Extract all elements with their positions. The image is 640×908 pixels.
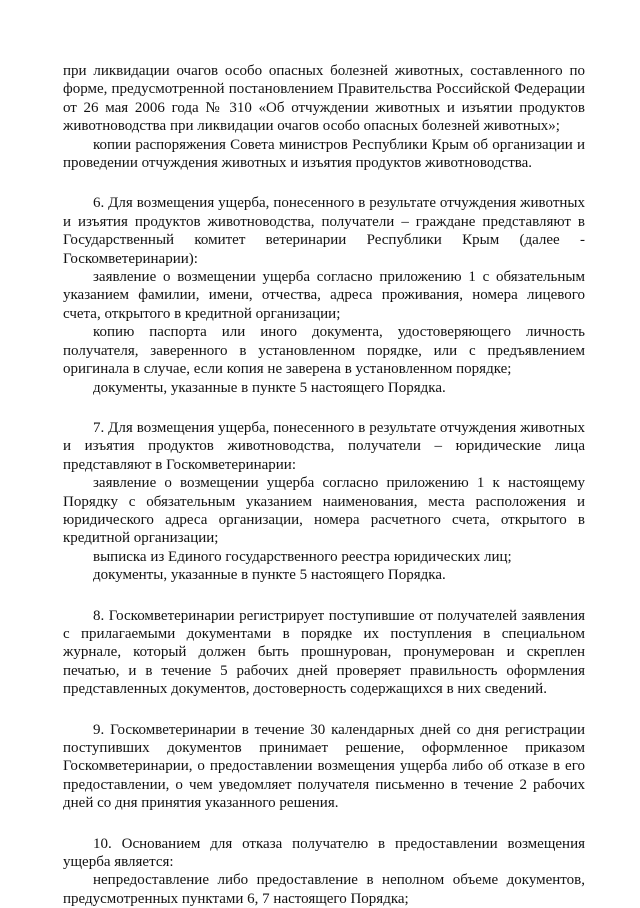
- paragraph-item-7-extract: выписка из Единого государственного реестра юридических лиц;: [93, 548, 512, 565]
- paragraph-item-8: 8. Госкомветеринарии регистрирует поступившие от получателей заявления с прилагаемыми документами в порядке их поступления в специальном журнале, который должен быть прошнурован, пронумерован и скреплен печатью, и в течение 5 рабочих дней проверяет правильность оформления представленных документов, достоверность содержащихся в них сведений.: [63, 607, 585, 698]
- document-page: [63, 62, 585, 908]
- paragraph-copies-order: копии распоряжения Совета министров Республики Крым об организации и проведении отчуждения животных и изъятия продуктов животноводства.: [63, 136, 585, 172]
- paragraph-item-6: 6. Для возмещения ущерба, понесенного в результате отчуждения животных и изъятия продуктов животноводства, получатели – граждане представляют в Государственный комитет ветеринарии Республики Крым (далее - Госкомветеринарии):: [63, 195, 585, 267]
- paragraph-item-10: 10. Основанием для отказа получателю в предоставлении возмещения ущерба является:: [63, 835, 585, 871]
- paragraph-item-6-passport: копию паспорта или иного документа, удостоверяющего личность получателя, заверенного в установленном порядке, или с предъявлением оригинала в случае, если копия не заверена в установленном порядке;: [63, 324, 585, 378]
- paragraph-carryover: при ликвидации очагов особо опасных болезней животных, составленного по форме, предусмотренной постановлением Правительства Российской Федерации от 26 мая 2006 года № 310 «Об отчуждении животных и изъятии продуктов животноводства при ликвидации очагов особо опасных болезней животных»;: [63, 63, 585, 135]
- paragraph-item-7-documents: документы, указанные в пункте 5 настоящего Порядка.: [93, 567, 446, 584]
- paragraph-item-9: 9. Госкомветеринарии в течение 30 календарных дней со дня регистрации поступивших документов принимает решение, оформленное приказом Госкомветеринарии, о предоставлении возмещения ущерба либо об отказе в его предоставлении, о чем уведомляет получателя письменно в течение 2 рабочих дней со дня принятия указанного решения.: [63, 721, 585, 812]
- paragraph-item-7-application: заявление о возмещении ущерба согласно приложению 1 к настоящему Порядку с обязательным указанием наименования, места расположения и юридического адреса организации, номера расчетного счета, открытого в кредитной организации;: [63, 475, 585, 547]
- paragraph-item-10-reason: непредоставление либо предоставление в неполном объеме документов, предусмотренных пунктами 6, 7 настоящего Порядка;: [63, 872, 585, 907]
- paragraph-item-6-application: заявление о возмещении ущерба согласно приложению 1 с обязательным указанием фамилии, имени, отчества, адреса проживания, номера лицевого счета, открытого в кредитной организации;: [63, 269, 585, 322]
- paragraph-item-7: 7. Для возмещения ущерба, понесенного в результате отчуждения животных и изъятия продуктов животноводства, получатели – юридические лица представляют в Госкомветеринарии:: [63, 419, 585, 473]
- paragraph-item-6-documents: документы, указанные в пункте 5 настоящего Порядка.: [93, 379, 446, 396]
